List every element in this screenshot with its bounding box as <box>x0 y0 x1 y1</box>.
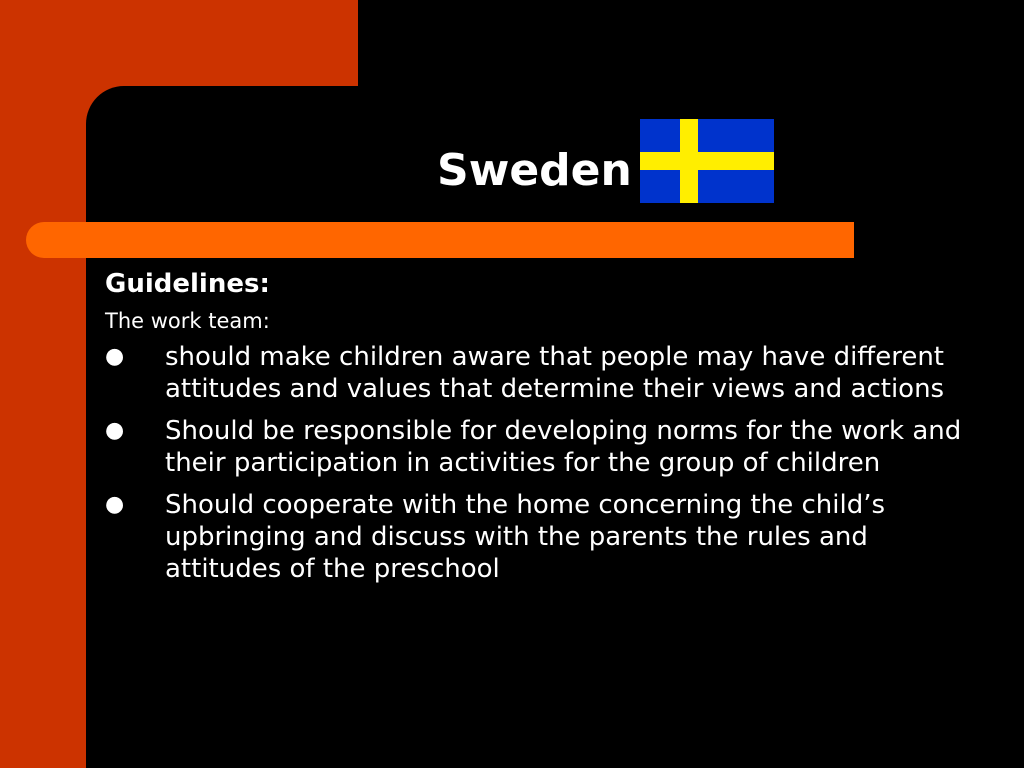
sweden-flag-icon <box>640 119 774 203</box>
bullet-text: Should cooperate with the home concerning the child’s upbringing and discuss with the parents the rules and attitudes of the preschool <box>165 490 886 584</box>
accent-bar <box>26 222 854 258</box>
guidelines-heading: Guidelines: <box>105 269 270 299</box>
bullet-text: should make children aware that people may have different attitudes and values that determine their views and actions <box>165 342 945 404</box>
bullet-text: Should be responsible for developing norms for the work and their participation in activities for the group of children <box>165 416 962 478</box>
work-team-subheading: The work team: <box>105 309 270 333</box>
list-item <box>105 489 965 585</box>
bullet-list <box>105 341 965 595</box>
list-item <box>105 341 965 405</box>
top-frame-block <box>0 0 358 86</box>
bullet-icon: ● <box>105 492 125 517</box>
flag-cross-horizontal <box>640 152 774 170</box>
list-item <box>105 415 965 479</box>
left-frame-band <box>0 0 86 768</box>
bullet-icon: ● <box>105 344 125 369</box>
bullet-icon: ● <box>105 418 125 443</box>
slide-title: Sweden <box>437 145 632 196</box>
